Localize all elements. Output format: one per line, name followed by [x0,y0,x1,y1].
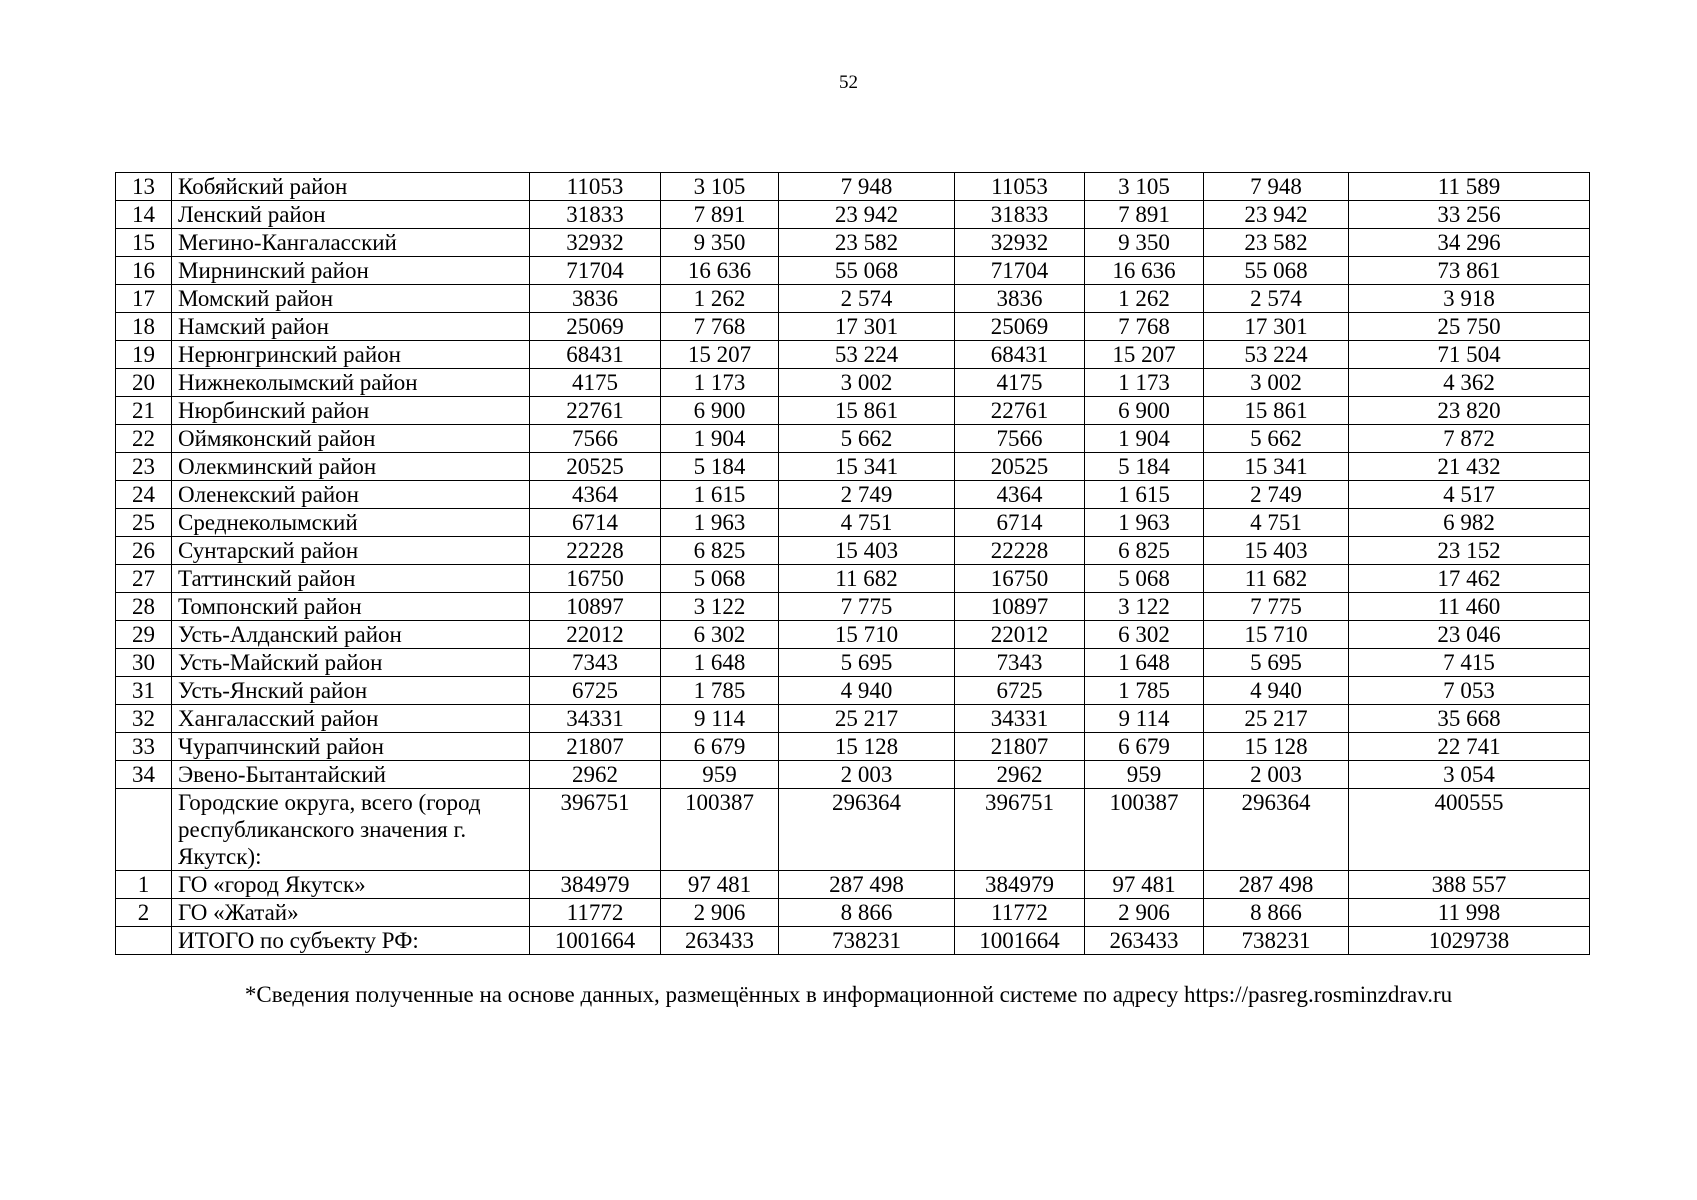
col3-cell: 17 301 [779,313,955,341]
col3-cell: 15 128 [779,733,955,761]
col5-cell: 3 105 [1085,173,1204,201]
total-cell: 384979 [530,871,661,899]
table-body [116,173,1590,955]
col4-cell: 1001664 [955,927,1085,955]
col7-cell: 71 504 [1349,341,1590,369]
table-row [116,229,1590,257]
table-row [116,173,1590,201]
table-row [116,341,1590,369]
col2-cell: 97 481 [661,871,779,899]
col2-cell: 1 648 [661,649,779,677]
row-number-cell: 2 [116,899,172,927]
col6-cell: 287 498 [1204,871,1349,899]
col7-cell: 17 462 [1349,565,1590,593]
table-row [116,593,1590,621]
col3-cell: 2 574 [779,285,955,313]
col6-cell: 5 662 [1204,425,1349,453]
district-name-cell: Среднеколымский [172,509,530,537]
col2-cell: 9 350 [661,229,779,257]
district-name-cell: Усть-Янский район [172,677,530,705]
district-name-cell: Эвено-Бытантайский [172,761,530,789]
row-number-cell: 27 [116,565,172,593]
table-row [116,201,1590,229]
col5-cell: 1 615 [1085,481,1204,509]
col3-cell: 2 749 [779,481,955,509]
col7-cell: 21 432 [1349,453,1590,481]
col3-cell: 7 775 [779,593,955,621]
total-cell: 22228 [530,537,661,565]
col5-cell: 15 207 [1085,341,1204,369]
col3-cell: 8 866 [779,899,955,927]
district-name-cell: Олекминский район [172,453,530,481]
col3-cell: 287 498 [779,871,955,899]
district-name-cell: Хангаласский район [172,705,530,733]
col6-cell: 8 866 [1204,899,1349,927]
row-number-cell: 16 [116,257,172,285]
col4-cell: 4364 [955,481,1085,509]
col5-cell: 6 679 [1085,733,1204,761]
col5-cell: 100387 [1085,789,1204,871]
row-number-cell [116,789,172,871]
col5-cell: 9 114 [1085,705,1204,733]
col7-cell: 23 152 [1349,537,1590,565]
col2-cell: 16 636 [661,257,779,285]
col3-cell: 15 341 [779,453,955,481]
col7-cell: 73 861 [1349,257,1590,285]
col5-cell: 16 636 [1085,257,1204,285]
col2-cell: 3 105 [661,173,779,201]
col3-cell: 5 662 [779,425,955,453]
total-cell: 68431 [530,341,661,369]
total-cell: 32932 [530,229,661,257]
district-name-cell: Мирнинский район [172,257,530,285]
table-row [116,621,1590,649]
col4-cell: 31833 [955,201,1085,229]
district-name-cell: Нюрбинский район [172,397,530,425]
table-row [116,369,1590,397]
row-number-cell: 29 [116,621,172,649]
col6-cell: 738231 [1204,927,1349,955]
col2-cell: 3 122 [661,593,779,621]
col7-cell: 23 820 [1349,397,1590,425]
table-row [116,871,1590,899]
row-number-cell: 14 [116,201,172,229]
col3-cell: 4 940 [779,677,955,705]
col4-cell: 11772 [955,899,1085,927]
table-row [116,705,1590,733]
col5-cell: 9 350 [1085,229,1204,257]
col3-cell: 15 861 [779,397,955,425]
row-number-cell: 28 [116,593,172,621]
col4-cell: 16750 [955,565,1085,593]
row-number-cell: 24 [116,481,172,509]
col7-cell: 3 054 [1349,761,1590,789]
col6-cell: 2 749 [1204,481,1349,509]
col3-cell: 23 582 [779,229,955,257]
total-cell: 20525 [530,453,661,481]
col3-cell: 7 948 [779,173,955,201]
district-name-cell: ИТОГО по субъекту РФ: [172,927,530,955]
col5-cell: 1 648 [1085,649,1204,677]
col5-cell: 7 768 [1085,313,1204,341]
total-cell: 16750 [530,565,661,593]
district-name-cell: Намский район [172,313,530,341]
row-number-cell: 19 [116,341,172,369]
total-cell: 1001664 [530,927,661,955]
col7-cell: 11 998 [1349,899,1590,927]
district-name-cell: Кобяйский район [172,173,530,201]
table-row [116,537,1590,565]
table-row [116,899,1590,927]
col7-cell: 25 750 [1349,313,1590,341]
col2-cell: 1 904 [661,425,779,453]
total-cell: 22761 [530,397,661,425]
district-name-cell: Усть-Майский район [172,649,530,677]
row-number-cell: 18 [116,313,172,341]
col5-cell: 2 906 [1085,899,1204,927]
col2-cell: 6 302 [661,621,779,649]
total-cell: 11053 [530,173,661,201]
row-number-cell: 21 [116,397,172,425]
row-number-cell: 1 [116,871,172,899]
col7-cell: 4 517 [1349,481,1590,509]
total-cell: 6714 [530,509,661,537]
col5-cell: 6 900 [1085,397,1204,425]
table-row [116,453,1590,481]
col7-cell: 7 053 [1349,677,1590,705]
total-cell: 22012 [530,621,661,649]
table-row [116,509,1590,537]
total-cell: 396751 [530,789,661,871]
col7-cell: 35 668 [1349,705,1590,733]
col6-cell: 4 751 [1204,509,1349,537]
col6-cell: 25 217 [1204,705,1349,733]
table-row [116,565,1590,593]
district-name-cell: Нижнеколымский район [172,369,530,397]
total-cell: 11772 [530,899,661,927]
col2-cell: 6 825 [661,537,779,565]
col3-cell: 53 224 [779,341,955,369]
col6-cell: 3 002 [1204,369,1349,397]
col3-cell: 25 217 [779,705,955,733]
col7-cell: 33 256 [1349,201,1590,229]
col4-cell: 20525 [955,453,1085,481]
col4-cell: 3836 [955,285,1085,313]
col3-cell: 55 068 [779,257,955,285]
col2-cell: 6 900 [661,397,779,425]
col5-cell: 1 963 [1085,509,1204,537]
col6-cell: 5 695 [1204,649,1349,677]
row-number-cell: 32 [116,705,172,733]
col4-cell: 2962 [955,761,1085,789]
row-number-cell: 22 [116,425,172,453]
total-cell: 2962 [530,761,661,789]
row-number-cell: 13 [116,173,172,201]
col3-cell: 738231 [779,927,955,955]
col4-cell: 34331 [955,705,1085,733]
col3-cell: 15 710 [779,621,955,649]
row-number-cell: 30 [116,649,172,677]
district-name-cell: Городские округа, всего (город республиканского значения г. Якутск): [172,789,530,871]
district-name-cell: Нерюнгринский район [172,341,530,369]
total-cell: 31833 [530,201,661,229]
table-row [116,927,1590,955]
row-number-cell: 33 [116,733,172,761]
col7-cell: 7 872 [1349,425,1590,453]
col4-cell: 32932 [955,229,1085,257]
district-name-cell: Оленекский район [172,481,530,509]
total-cell: 4175 [530,369,661,397]
district-name-cell: Ленский район [172,201,530,229]
district-name-cell: Чурапчинский район [172,733,530,761]
col5-cell: 6 302 [1085,621,1204,649]
col7-cell: 11 589 [1349,173,1590,201]
col3-cell: 15 403 [779,537,955,565]
district-name-cell: ГО «город Якутск» [172,871,530,899]
col3-cell: 2 003 [779,761,955,789]
col2-cell: 5 068 [661,565,779,593]
col7-cell: 11 460 [1349,593,1590,621]
col7-cell: 4 362 [1349,369,1590,397]
col7-cell: 6 982 [1349,509,1590,537]
col2-cell: 959 [661,761,779,789]
col5-cell: 5 184 [1085,453,1204,481]
col6-cell: 15 403 [1204,537,1349,565]
col5-cell: 1 785 [1085,677,1204,705]
col5-cell: 1 173 [1085,369,1204,397]
col6-cell: 23 942 [1204,201,1349,229]
col2-cell: 7 891 [661,201,779,229]
col6-cell: 7 775 [1204,593,1349,621]
col2-cell: 100387 [661,789,779,871]
district-name-cell: Томпонский район [172,593,530,621]
footnote: *Сведения полученные на основе данных, размещённых в информационной системе по адресу https://pasreg.rosminzdrav.ru [244,982,1453,1007]
district-name-cell: Момский район [172,285,530,313]
total-cell: 3836 [530,285,661,313]
col7-cell: 23 046 [1349,621,1590,649]
row-number-cell: 34 [116,761,172,789]
col6-cell: 55 068 [1204,257,1349,285]
total-cell: 7343 [530,649,661,677]
total-cell: 10897 [530,593,661,621]
row-number-cell: 17 [116,285,172,313]
table-row [116,257,1590,285]
col7-cell: 22 741 [1349,733,1590,761]
col6-cell: 15 710 [1204,621,1349,649]
col6-cell: 4 940 [1204,677,1349,705]
district-name-cell: Сунтарский район [172,537,530,565]
col2-cell: 1 262 [661,285,779,313]
col4-cell: 22228 [955,537,1085,565]
col2-cell: 263433 [661,927,779,955]
col4-cell: 6714 [955,509,1085,537]
total-cell: 71704 [530,257,661,285]
row-number-cell: 25 [116,509,172,537]
district-name-cell: Таттинский район [172,565,530,593]
col2-cell: 7 768 [661,313,779,341]
col5-cell: 1 904 [1085,425,1204,453]
district-name-cell: Мегино-Кангаласский [172,229,530,257]
col6-cell: 7 948 [1204,173,1349,201]
col7-cell: 3 918 [1349,285,1590,313]
table-row [116,677,1590,705]
col4-cell: 22012 [955,621,1085,649]
row-number-cell: 23 [116,453,172,481]
col5-cell: 97 481 [1085,871,1204,899]
col6-cell: 11 682 [1204,565,1349,593]
col7-cell: 34 296 [1349,229,1590,257]
col4-cell: 7343 [955,649,1085,677]
col5-cell: 5 068 [1085,565,1204,593]
total-cell: 4364 [530,481,661,509]
col6-cell: 296364 [1204,789,1349,871]
col4-cell: 396751 [955,789,1085,871]
col7-cell: 400555 [1349,789,1590,871]
col4-cell: 68431 [955,341,1085,369]
col2-cell: 1 615 [661,481,779,509]
district-name-cell: Усть-Алданский район [172,621,530,649]
col5-cell: 3 122 [1085,593,1204,621]
col2-cell: 1 173 [661,369,779,397]
col4-cell: 7566 [955,425,1085,453]
district-name-cell: Оймяконский район [172,425,530,453]
col4-cell: 71704 [955,257,1085,285]
col4-cell: 22761 [955,397,1085,425]
col6-cell: 15 341 [1204,453,1349,481]
col2-cell: 2 906 [661,899,779,927]
col5-cell: 959 [1085,761,1204,789]
total-cell: 21807 [530,733,661,761]
col5-cell: 263433 [1085,927,1204,955]
table-row [116,733,1590,761]
col3-cell: 296364 [779,789,955,871]
col4-cell: 25069 [955,313,1085,341]
col5-cell: 6 825 [1085,537,1204,565]
col6-cell: 53 224 [1204,341,1349,369]
table-row [116,789,1590,871]
district-name-cell: ГО «Жатай» [172,899,530,927]
col5-cell: 1 262 [1085,285,1204,313]
col6-cell: 23 582 [1204,229,1349,257]
col3-cell: 23 942 [779,201,955,229]
col6-cell: 2 574 [1204,285,1349,313]
statistics-table [115,172,1590,955]
col2-cell: 1 963 [661,509,779,537]
row-number-cell: 31 [116,677,172,705]
row-number-cell [116,927,172,955]
col4-cell: 11053 [955,173,1085,201]
table-row [116,761,1590,789]
col4-cell: 21807 [955,733,1085,761]
total-cell: 7566 [530,425,661,453]
total-cell: 25069 [530,313,661,341]
col2-cell: 1 785 [661,677,779,705]
table-row [116,425,1590,453]
table-row [116,313,1590,341]
col2-cell: 9 114 [661,705,779,733]
col6-cell: 15 861 [1204,397,1349,425]
col5-cell: 7 891 [1085,201,1204,229]
col3-cell: 4 751 [779,509,955,537]
col6-cell: 15 128 [1204,733,1349,761]
col2-cell: 15 207 [661,341,779,369]
page-number: 52 [839,72,858,93]
col4-cell: 384979 [955,871,1085,899]
col2-cell: 5 184 [661,453,779,481]
col4-cell: 4175 [955,369,1085,397]
table-row [116,285,1590,313]
col3-cell: 5 695 [779,649,955,677]
col6-cell: 2 003 [1204,761,1349,789]
table-row [116,481,1590,509]
table-row [116,649,1590,677]
col2-cell: 6 679 [661,733,779,761]
col7-cell: 388 557 [1349,871,1590,899]
col7-cell: 1029738 [1349,927,1590,955]
row-number-cell: 20 [116,369,172,397]
col3-cell: 11 682 [779,565,955,593]
table-row [116,397,1590,425]
col4-cell: 10897 [955,593,1085,621]
col6-cell: 17 301 [1204,313,1349,341]
col4-cell: 6725 [955,677,1085,705]
total-cell: 34331 [530,705,661,733]
col3-cell: 3 002 [779,369,955,397]
total-cell: 6725 [530,677,661,705]
row-number-cell: 26 [116,537,172,565]
row-number-cell: 15 [116,229,172,257]
col7-cell: 7 415 [1349,649,1590,677]
